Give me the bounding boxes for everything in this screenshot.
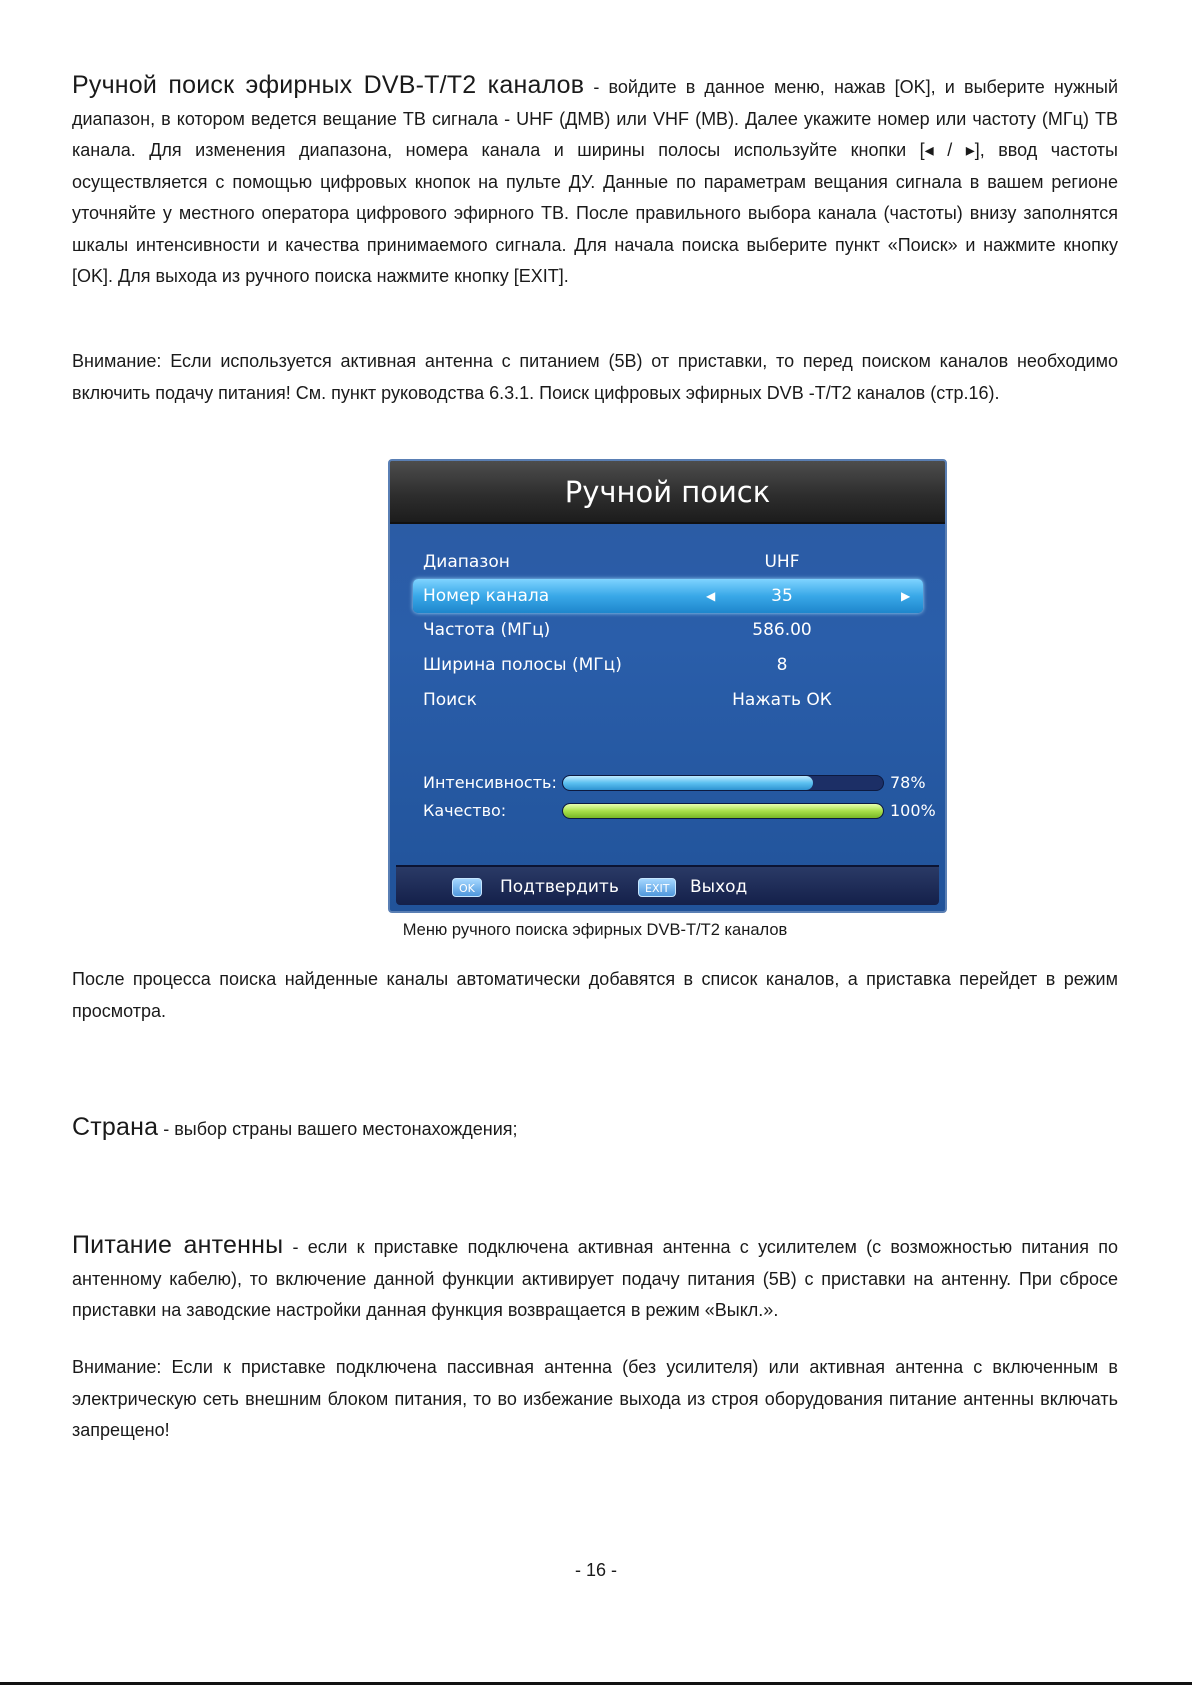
figure-caption: Меню ручного поиска эфирных DVB-T/T2 каналов bbox=[402, 921, 788, 939]
intensity-row bbox=[423, 771, 943, 795]
menu-row-value: Нажать ОК bbox=[732, 690, 832, 710]
menu-row-value: 586.00 bbox=[752, 620, 812, 640]
exit-key-icon: EXIT bbox=[638, 878, 676, 897]
right-arrow-icon: ▶ bbox=[901, 589, 911, 603]
menu-title: Ручной поиск bbox=[390, 461, 945, 524]
antenna-power-warning: Внимание: Если к приставке подключена пассивная антенна (без усилителя) или активная антенна с включенным в электрическую сеть внешним блоком питания, то во избежание выхода из строя оборудования питание антенны включать запрещено! bbox=[72, 1357, 1118, 1440]
antenna-power-paragraph bbox=[72, 1230, 1118, 1327]
menu-row-bandwidth bbox=[413, 648, 923, 682]
menu-row-label: Номер канала bbox=[423, 586, 550, 606]
country-paragraph bbox=[72, 1112, 1118, 1146]
quality-row bbox=[423, 799, 943, 823]
antenna-power-heading: Питание антенны bbox=[72, 1231, 284, 1259]
menu-row-label: Ширина полосы (МГц) bbox=[423, 655, 622, 675]
exit-label: Выход bbox=[690, 877, 748, 897]
country-text: - выбор страны вашего местонахождения; bbox=[158, 1119, 518, 1139]
menu-row-search bbox=[413, 683, 923, 717]
menu-footer bbox=[396, 865, 939, 905]
quality-value: 100% bbox=[890, 801, 936, 820]
menu-row-label: Диапазон bbox=[423, 552, 510, 572]
menu-row-label: Поиск bbox=[423, 690, 477, 710]
intensity-bar-fill bbox=[563, 776, 813, 790]
ok-key-icon: OK bbox=[452, 878, 482, 897]
intensity-bar bbox=[562, 775, 884, 791]
manual-search-text: - войдите в данное меню, нажав [OK], и выберите нужный диапазон, в котором ведется вещание ТВ сигнала - UHF (ДМВ) или VHF (МВ). Далее укажите номер или частоту (МГц) ТВ канала. Для изменения диапазона, номера канала и ширины полосы используйте кнопки [◂ / ▸], ввод частоты осуществляется с помощью цифровых кнопок на пульте ДУ. Данные по параметрам вещания сигнала в вашем регионе уточняйте у местного оператора цифрового эфирного ТВ. После правильного выбора канала (частоты) внизу заполнятся шкалы интенсивности и качества принимаемого сигнала. Для начала поиска выберите пункт «Поиск» и нажмите кнопку [OK]. Для выхода из ручного поиска нажмите кнопку [EXIT]. bbox=[72, 77, 1119, 286]
left-arrow-icon: ◀ bbox=[706, 589, 716, 603]
manual-search-warning: Внимание: Если используется активная антенна с питанием (5В) от приставки, то перед поиском каналов необходимо включить подачу питания! См. пункт руководства 6.3.1. Поиск цифровых эфирных DVB -T/T2 каналов (стр.16). bbox=[72, 351, 1118, 403]
intensity-label: Интенсивность: bbox=[423, 773, 557, 792]
page-number: - 16 - bbox=[574, 1560, 617, 1580]
manual-search-paragraph bbox=[72, 70, 1118, 293]
menu-row-value: UHF bbox=[764, 552, 800, 572]
antenna-power-text: - если к приставке подключена активная антенна с усилителем (с возможностью питания по антенному кабелю), то включение данной функции активирует подачу питания (5В) с приставки на антенну. При сбросе приставки на заводские настройки данная функция возвращается в режим «Выкл.». bbox=[72, 1237, 1118, 1320]
country-heading: Страна bbox=[72, 1113, 159, 1141]
menu-row-band bbox=[413, 545, 923, 579]
manual-search-heading: Ручной поиск эфирных DVB-T/T2 каналов bbox=[72, 71, 585, 99]
manual-search-screenshot bbox=[388, 459, 947, 913]
menu-row-frequency bbox=[413, 613, 923, 647]
quality-bar-fill bbox=[563, 804, 883, 818]
quality-bar bbox=[562, 803, 884, 819]
menu-row-label: Частота (МГц) bbox=[423, 620, 551, 640]
quality-label: Качество: bbox=[423, 801, 507, 820]
menu-row-channel-number bbox=[413, 579, 923, 613]
confirm-label: Подтвердить bbox=[500, 877, 619, 897]
menu-row-value: 35 bbox=[771, 586, 793, 606]
intensity-value: 78% bbox=[890, 773, 926, 792]
menu-row-value: 8 bbox=[776, 655, 788, 675]
after-search-paragraph: После процесса поиска найденные каналы автоматически добавятся в список каналов, а приставка перейдет в режим просмотра. bbox=[72, 969, 1118, 1021]
